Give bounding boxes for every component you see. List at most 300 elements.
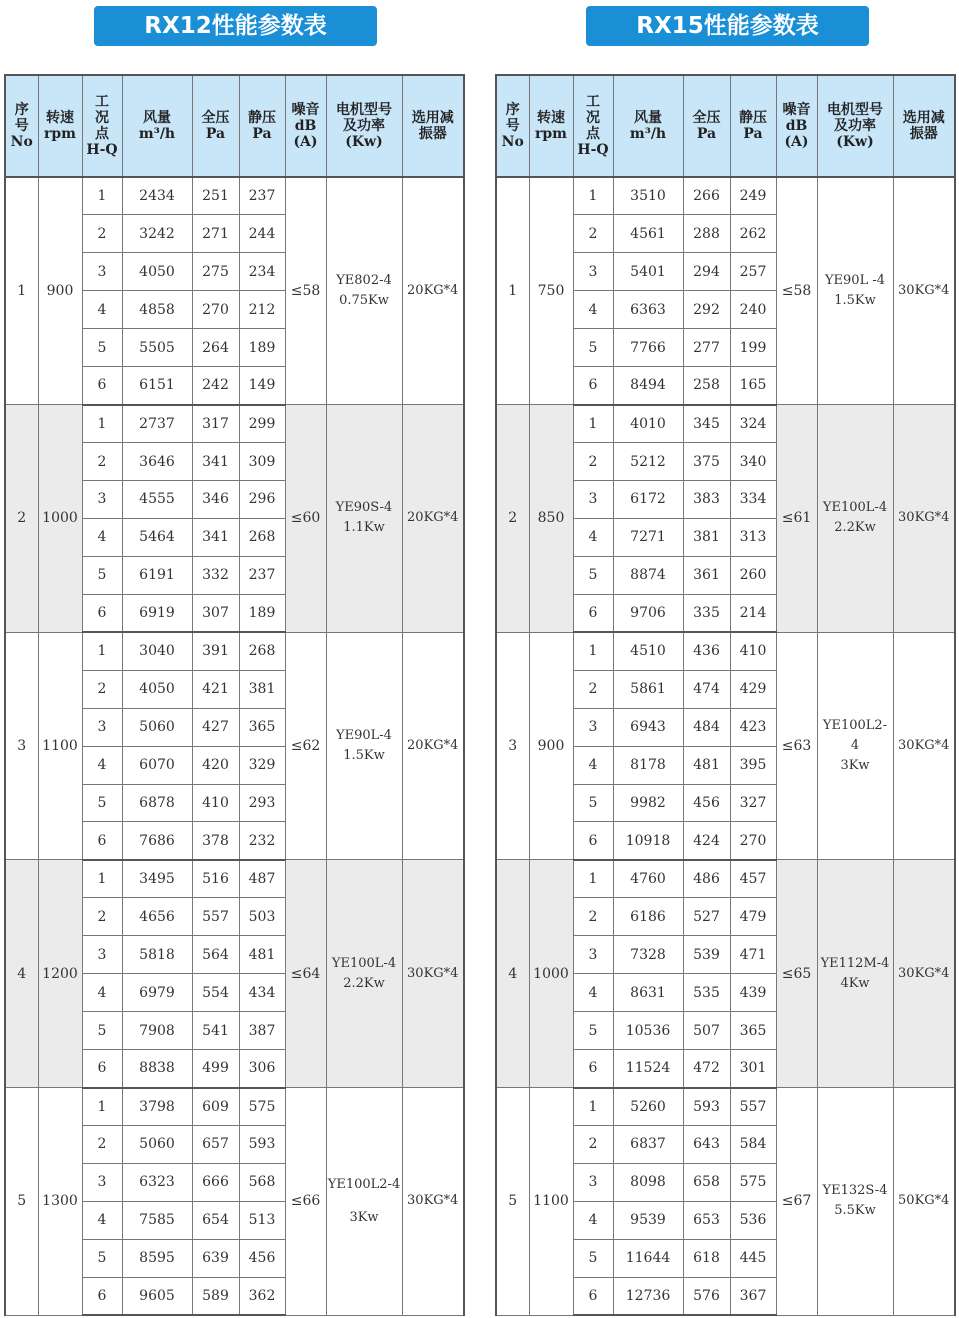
cell-air: 4561 — [613, 215, 683, 253]
cell-air: 9539 — [613, 1201, 683, 1239]
cell-air: 8874 — [613, 556, 683, 594]
header-noise-line: 噪音 — [291, 102, 320, 118]
cell-motor-line: YE100L-4 — [822, 500, 888, 516]
cell-sp: 575 — [239, 1088, 285, 1126]
cell-no: 1 — [5, 177, 38, 405]
header-damper-line: 选用减 — [902, 110, 945, 126]
cell-tp: 654 — [192, 1201, 239, 1239]
cell-motor-line: 3Kw — [349, 1209, 379, 1225]
cell-air: 11644 — [613, 1239, 683, 1277]
cell-air: 5060 — [122, 708, 192, 746]
header-tp-line: 全压 — [692, 110, 721, 126]
cell-hq: 6 — [573, 594, 613, 632]
cell-tp: 381 — [683, 518, 730, 556]
cell-tp: 499 — [192, 1050, 239, 1088]
cell-motor-line: 4 — [850, 738, 860, 754]
cell-air: 5818 — [122, 936, 192, 974]
cell-hq: 1 — [573, 177, 613, 215]
cell-air: 6363 — [613, 291, 683, 329]
cell-damper: 30KG*4 — [893, 632, 955, 860]
cell-tp: 288 — [683, 215, 730, 253]
cell-hq: 3 — [82, 253, 122, 291]
cell-rpm: 1100 — [38, 632, 82, 860]
cell-hq: 5 — [82, 1239, 122, 1277]
cell-sp: 423 — [730, 708, 776, 746]
cell-tp: 277 — [683, 329, 730, 367]
cell-air: 10536 — [613, 1012, 683, 1050]
cell-no: 4 — [5, 860, 38, 1088]
cell-motor-line: YE100L2-4 — [327, 1176, 401, 1192]
cell-tp: 307 — [192, 594, 239, 632]
cell-tp: 657 — [192, 1125, 239, 1163]
cell-hq: 6 — [573, 822, 613, 860]
header-hq-line: 点 — [95, 126, 109, 142]
header-sp-line: Pa — [252, 126, 272, 142]
cell-air: 3040 — [122, 632, 192, 670]
table-row — [496, 1088, 955, 1126]
header-sp — [239, 75, 285, 177]
table-row — [5, 177, 464, 215]
cell-air: 4760 — [613, 860, 683, 898]
cell-air: 9605 — [122, 1277, 192, 1315]
cell-tp: 481 — [683, 746, 730, 784]
cell-tp: 507 — [683, 1012, 730, 1050]
header-rpm-line: rpm — [535, 126, 567, 142]
cell-noise: ≤66 — [285, 1088, 326, 1316]
cell-hq: 4 — [573, 746, 613, 784]
cell-air: 7271 — [613, 518, 683, 556]
cell-no: 4 — [496, 860, 529, 1088]
cell-air: 6979 — [122, 974, 192, 1012]
speed-group — [496, 860, 955, 1088]
cell-hq: 2 — [82, 898, 122, 936]
cell-motor-line: YE802-4 — [336, 273, 392, 289]
cell-air: 3242 — [122, 215, 192, 253]
cell-air: 6919 — [122, 594, 192, 632]
cell-tp: 341 — [192, 518, 239, 556]
cell-sp: 387 — [239, 1012, 285, 1050]
cell-air: 12736 — [613, 1277, 683, 1315]
header-tp-line: 全压 — [201, 110, 230, 126]
cell-air: 5060 — [122, 1125, 192, 1163]
cell-noise: ≤62 — [285, 632, 326, 860]
cell-noise: ≤63 — [776, 632, 817, 860]
cell-hq: 4 — [82, 518, 122, 556]
cell-sp: 237 — [239, 556, 285, 594]
cell-sp: 557 — [730, 1088, 776, 1126]
cell-air: 7328 — [613, 936, 683, 974]
speed-group — [5, 405, 464, 633]
cell-tp: 666 — [192, 1163, 239, 1201]
cell-hq: 1 — [82, 860, 122, 898]
header-noise-line: (A) — [293, 134, 318, 150]
header-rpm-line: rpm — [44, 126, 76, 142]
cell-rpm: 750 — [529, 177, 573, 405]
cell-hq: 6 — [82, 1277, 122, 1315]
header-hq-line: H-Q — [86, 142, 118, 158]
cell-hq: 4 — [82, 291, 122, 329]
table-row — [5, 632, 464, 670]
cell-tp: 275 — [192, 253, 239, 291]
cell-motor-line: 0.75Kw — [339, 293, 389, 309]
cell-hq: 1 — [82, 1088, 122, 1126]
cell-sp: 536 — [730, 1201, 776, 1239]
cell-hq: 6 — [82, 1050, 122, 1088]
cell-hq: 2 — [573, 898, 613, 936]
cell-sp: 410 — [730, 632, 776, 670]
header-no-line: No — [10, 134, 33, 150]
cell-tp: 609 — [192, 1088, 239, 1126]
header-motor — [817, 75, 893, 177]
header-damper — [893, 75, 955, 177]
cell-air: 4050 — [122, 670, 192, 708]
cell-hq: 6 — [82, 367, 122, 405]
cell-no: 5 — [5, 1088, 38, 1316]
cell-motor-line: YE100L-4 — [331, 955, 397, 971]
header-rpm — [529, 75, 573, 177]
cell-hq: 3 — [82, 936, 122, 974]
cell-sp: 503 — [239, 898, 285, 936]
cell-motor — [326, 860, 402, 1088]
cell-damper: 20KG*4 — [402, 177, 464, 405]
cell-sp: 362 — [239, 1277, 285, 1315]
header-sp-line: 静压 — [248, 110, 276, 126]
header-hq-line: 工 — [586, 94, 600, 110]
cell-air: 5505 — [122, 329, 192, 367]
header-air-line: 风量 — [634, 110, 662, 126]
header-hq-line: 工 — [95, 94, 109, 110]
cell-tp: 391 — [192, 632, 239, 670]
header-noise-line: 噪音 — [782, 102, 811, 118]
cell-sp: 568 — [239, 1163, 285, 1201]
cell-tp: 317 — [192, 405, 239, 443]
cell-no: 3 — [5, 632, 38, 860]
header-noise-line: dB — [294, 118, 317, 134]
cell-tp: 383 — [683, 481, 730, 519]
cell-hq: 5 — [82, 1012, 122, 1050]
cell-tp: 474 — [683, 670, 730, 708]
cell-air: 8098 — [613, 1163, 683, 1201]
cell-damper: 20KG*4 — [402, 405, 464, 633]
cell-hq: 6 — [573, 1050, 613, 1088]
cell-sp: 189 — [239, 329, 285, 367]
cell-air: 4510 — [613, 632, 683, 670]
cell-noise: ≤67 — [776, 1088, 817, 1316]
speed-group — [496, 1088, 955, 1316]
cell-hq: 6 — [82, 594, 122, 632]
cell-tp: 576 — [683, 1277, 730, 1315]
cell-sp: 234 — [239, 253, 285, 291]
table-header — [5, 75, 464, 177]
header-noise — [285, 75, 326, 177]
cell-damper: 50KG*4 — [893, 1088, 955, 1316]
cell-air: 8178 — [613, 746, 683, 784]
cell-motor — [326, 632, 402, 860]
cell-motor — [326, 405, 402, 633]
cell-hq: 6 — [82, 822, 122, 860]
cell-no: 2 — [496, 405, 529, 633]
header-no — [496, 75, 529, 177]
cell-air: 7686 — [122, 822, 192, 860]
cell-sp: 270 — [730, 822, 776, 860]
cell-motor-line: 1.1Kw — [343, 520, 385, 536]
header-rpm — [38, 75, 82, 177]
cell-tp: 618 — [683, 1239, 730, 1277]
cell-sp: 249 — [730, 177, 776, 215]
header-rpm-line: 转速 — [46, 110, 74, 126]
cell-sp: 313 — [730, 518, 776, 556]
cell-rpm: 900 — [529, 632, 573, 860]
header-no-line: 序 — [505, 102, 520, 118]
rx12-title: RX12性能参数表 — [94, 6, 377, 46]
cell-air: 8595 — [122, 1239, 192, 1277]
cell-tp: 292 — [683, 291, 730, 329]
cell-air: 6186 — [613, 898, 683, 936]
cell-air: 9706 — [613, 594, 683, 632]
cell-hq: 4 — [573, 518, 613, 556]
header-hq — [82, 75, 122, 177]
rx15-table — [495, 74, 956, 1316]
cell-motor — [817, 860, 893, 1088]
header-air-line: m³/h — [138, 126, 176, 142]
cell-tp: 242 — [192, 367, 239, 405]
cell-hq: 5 — [82, 784, 122, 822]
header-tp-line: Pa — [205, 126, 226, 142]
cell-hq: 1 — [82, 405, 122, 443]
cell-hq: 2 — [82, 670, 122, 708]
cell-motor-line: 5.5Kw — [834, 1203, 876, 1219]
cell-air: 5401 — [613, 253, 683, 291]
cell-hq: 3 — [573, 481, 613, 519]
cell-air: 6191 — [122, 556, 192, 594]
table-row — [496, 632, 955, 670]
header-motor-line: (Kw) — [345, 134, 383, 150]
cell-motor — [817, 1088, 893, 1316]
cell-sp: 268 — [239, 632, 285, 670]
speed-group — [496, 632, 955, 860]
cell-hq: 4 — [573, 1201, 613, 1239]
table-row — [5, 860, 464, 898]
cell-tp: 410 — [192, 784, 239, 822]
cell-hq: 2 — [573, 1125, 613, 1163]
header-damper-line: 选用减 — [411, 110, 454, 126]
cell-motor-line: YE132S-4 — [822, 1183, 888, 1199]
cell-motor — [817, 405, 893, 633]
cell-sp: 240 — [730, 291, 776, 329]
cell-sp: 299 — [239, 405, 285, 443]
cell-tp: 361 — [683, 556, 730, 594]
cell-air: 2434 — [122, 177, 192, 215]
cell-damper: 30KG*4 — [402, 860, 464, 1088]
cell-hq: 2 — [82, 1125, 122, 1163]
cell-air: 7908 — [122, 1012, 192, 1050]
cell-tp: 251 — [192, 177, 239, 215]
cell-tp: 271 — [192, 215, 239, 253]
cell-tp: 420 — [192, 746, 239, 784]
header-motor — [326, 75, 402, 177]
cell-no: 1 — [496, 177, 529, 405]
cell-sp: 149 — [239, 367, 285, 405]
cell-tp: 378 — [192, 822, 239, 860]
speed-group — [5, 632, 464, 860]
header-no-line: 序 — [14, 102, 29, 118]
cell-air: 3510 — [613, 177, 683, 215]
table-row — [5, 405, 464, 443]
cell-sp: 199 — [730, 329, 776, 367]
cell-tp: 557 — [192, 898, 239, 936]
cell-noise: ≤61 — [776, 405, 817, 633]
cell-sp: 327 — [730, 784, 776, 822]
cell-sp: 237 — [239, 177, 285, 215]
cell-motor — [326, 1088, 402, 1316]
cell-motor-line — [327, 1195, 402, 1208]
cell-hq: 6 — [573, 1277, 613, 1315]
cell-rpm: 1300 — [38, 1088, 82, 1316]
cell-sp: 306 — [239, 1050, 285, 1088]
header-air — [613, 75, 683, 177]
cell-hq: 3 — [573, 936, 613, 974]
cell-tp: 436 — [683, 632, 730, 670]
cell-tp: 527 — [683, 898, 730, 936]
cell-rpm: 850 — [529, 405, 573, 633]
header-hq-line: H-Q — [577, 142, 609, 158]
cell-tp: 516 — [192, 860, 239, 898]
cell-air: 6172 — [613, 481, 683, 519]
cell-tp: 375 — [683, 443, 730, 481]
cell-motor-line: YE100L2- — [822, 718, 888, 734]
cell-hq: 5 — [573, 329, 613, 367]
cell-hq: 2 — [573, 670, 613, 708]
cell-hq: 2 — [82, 215, 122, 253]
cell-noise: ≤65 — [776, 860, 817, 1088]
cell-motor-line: YE90S-4 — [335, 500, 393, 516]
cell-air: 6943 — [613, 708, 683, 746]
cell-air: 6323 — [122, 1163, 192, 1201]
cell-motor-line: 2.2Kw — [343, 975, 385, 991]
cell-sp: 293 — [239, 784, 285, 822]
cell-tp: 593 — [683, 1088, 730, 1126]
header-hq-line: 点 — [586, 126, 600, 142]
rx15-title: RX15性能参数表 — [586, 6, 869, 46]
cell-hq: 6 — [573, 367, 613, 405]
cell-sp: 212 — [239, 291, 285, 329]
cell-sp: 214 — [730, 594, 776, 632]
cell-sp: 309 — [239, 443, 285, 481]
cell-air: 8631 — [613, 974, 683, 1012]
cell-air: 8838 — [122, 1050, 192, 1088]
cell-tp: 653 — [683, 1201, 730, 1239]
cell-damper: 20KG*4 — [402, 632, 464, 860]
cell-tp: 427 — [192, 708, 239, 746]
speed-group — [5, 1088, 464, 1316]
cell-noise: ≤60 — [285, 405, 326, 633]
cell-sp: 381 — [239, 670, 285, 708]
table-row — [496, 860, 955, 898]
cell-hq: 4 — [573, 291, 613, 329]
cell-motor — [817, 177, 893, 405]
cell-motor — [326, 177, 402, 405]
cell-tp: 658 — [683, 1163, 730, 1201]
cell-motor-line: 1.5Kw — [834, 293, 876, 309]
cell-air: 3495 — [122, 860, 192, 898]
cell-motor-line: 4Kw — [840, 975, 870, 991]
cell-air: 4555 — [122, 481, 192, 519]
cell-rpm: 900 — [38, 177, 82, 405]
cell-sp: 395 — [730, 746, 776, 784]
header-sp — [730, 75, 776, 177]
cell-air: 11524 — [613, 1050, 683, 1088]
header-tp-line: Pa — [696, 126, 717, 142]
header-motor-line: 电机型号 — [336, 102, 392, 118]
cell-air: 4858 — [122, 291, 192, 329]
cell-tp: 346 — [192, 481, 239, 519]
cell-sp: 165 — [730, 367, 776, 405]
header-no-line: 号 — [505, 118, 520, 134]
cell-motor-line: 3Kw — [840, 758, 870, 774]
cell-sp: 471 — [730, 936, 776, 974]
cell-hq: 1 — [573, 405, 613, 443]
cell-hq: 2 — [573, 443, 613, 481]
cell-hq: 5 — [573, 556, 613, 594]
cell-tp: 341 — [192, 443, 239, 481]
table-row — [496, 405, 955, 443]
cell-air: 6878 — [122, 784, 192, 822]
header-air-line: m³/h — [629, 126, 667, 142]
cell-hq: 2 — [573, 215, 613, 253]
cell-hq: 4 — [82, 1201, 122, 1239]
cell-sp: 244 — [239, 215, 285, 253]
cell-sp: 487 — [239, 860, 285, 898]
cell-tp: 270 — [192, 291, 239, 329]
cell-tp: 335 — [683, 594, 730, 632]
cell-air: 9982 — [613, 784, 683, 822]
cell-sp: 257 — [730, 253, 776, 291]
cell-hq: 5 — [82, 556, 122, 594]
cell-damper: 30KG*4 — [402, 1088, 464, 1316]
cell-rpm: 1200 — [38, 860, 82, 1088]
cell-sp: 434 — [239, 974, 285, 1012]
cell-damper: 30KG*4 — [893, 177, 955, 405]
cell-tp: 541 — [192, 1012, 239, 1050]
header-damper — [402, 75, 464, 177]
cell-noise: ≤58 — [776, 177, 817, 405]
cell-tp: 486 — [683, 860, 730, 898]
cell-hq: 3 — [573, 708, 613, 746]
header-tp — [683, 75, 730, 177]
cell-air: 5464 — [122, 518, 192, 556]
cell-tp: 456 — [683, 784, 730, 822]
speed-group — [496, 405, 955, 633]
cell-hq: 4 — [82, 974, 122, 1012]
cell-air: 5212 — [613, 443, 683, 481]
cell-no: 2 — [5, 405, 38, 633]
cell-hq: 3 — [573, 1163, 613, 1201]
cell-noise: ≤58 — [285, 177, 326, 405]
cell-tp: 643 — [683, 1125, 730, 1163]
cell-hq: 4 — [82, 746, 122, 784]
header-no-line: No — [501, 134, 524, 150]
cell-hq: 4 — [573, 974, 613, 1012]
cell-hq: 3 — [82, 708, 122, 746]
cell-hq: 1 — [82, 177, 122, 215]
cell-air: 2737 — [122, 405, 192, 443]
cell-tp: 639 — [192, 1239, 239, 1277]
cell-rpm: 1100 — [529, 1088, 573, 1316]
rx12-table — [4, 74, 465, 1316]
cell-air: 3646 — [122, 443, 192, 481]
header-hq-line: 况 — [95, 110, 109, 126]
cell-sp: 340 — [730, 443, 776, 481]
